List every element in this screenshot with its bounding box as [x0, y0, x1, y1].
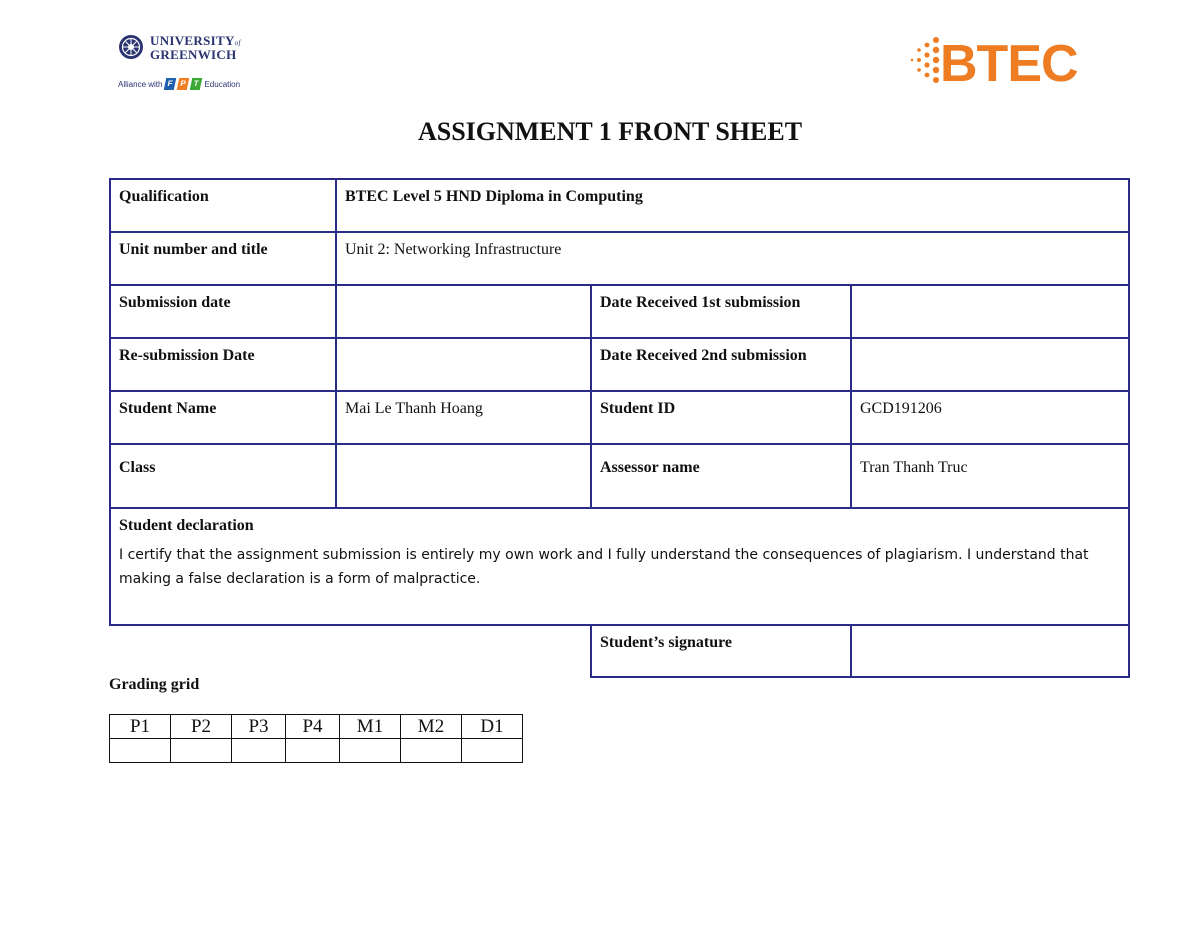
class-label: Class: [110, 444, 336, 508]
student-row: [110, 391, 1129, 444]
declaration-row: [110, 508, 1129, 625]
grade-header-m1: M1: [340, 715, 401, 739]
page-title: ASSIGNMENT 1 FRONT SHEET: [417, 117, 803, 146]
student-id-field[interactable]: GCD191206: [851, 391, 1129, 444]
grade-cell-m2[interactable]: [401, 739, 462, 763]
unit-value: Unit 2: Networking Infrastructure: [336, 232, 1129, 285]
fpt-letter-f: F: [164, 78, 177, 90]
date-received-1-field[interactable]: [851, 285, 1129, 338]
qualification-label: Qualification: [110, 179, 336, 232]
submission-row: [110, 285, 1129, 338]
fpt-letter-p: P: [177, 78, 190, 90]
grade-cell-p3[interactable]: [232, 739, 286, 763]
assessor-name-label: Assessor name: [591, 444, 851, 508]
declaration-title: Student declaration: [119, 517, 254, 534]
grade-cell-p2[interactable]: [171, 739, 232, 763]
submission-date-field[interactable]: [336, 285, 591, 338]
alliance-line: [118, 78, 240, 90]
btec-wordmark: BTEC: [940, 35, 1078, 93]
grade-header-d1: D1: [462, 715, 523, 739]
submission-date-label: Submission date: [110, 285, 336, 338]
btec-dots-icon: [908, 32, 942, 96]
grade-cell-m1[interactable]: [340, 739, 401, 763]
unit-label: Unit number and title: [110, 232, 336, 285]
university-name: UNIVERSITYof GREENWICH: [150, 33, 241, 62]
grade-cell-p1[interactable]: [110, 739, 171, 763]
grade-header-m2: M2: [401, 715, 462, 739]
grading-header-row: [110, 715, 523, 739]
grading-grid-title: Grading grid: [109, 676, 200, 693]
student-id-label: Student ID: [591, 391, 851, 444]
signature-spacer: [110, 625, 591, 677]
date-received-1-label: Date Received 1st submission: [591, 285, 851, 338]
grade-cell-p4[interactable]: [286, 739, 340, 763]
resubmission-date-field[interactable]: [336, 338, 591, 391]
university-of-greenwich-logo: [118, 34, 248, 96]
alliance-text: Alliance with: [118, 79, 163, 89]
date-received-2-field[interactable]: [851, 338, 1129, 391]
student-name-field[interactable]: Mai Le Thanh Hoang: [336, 391, 591, 444]
date-received-2-label: Date Received 2nd submission: [591, 338, 851, 391]
grading-value-row: [110, 739, 523, 763]
btec-logo: [908, 32, 1098, 96]
declaration-text: I certify that the assignment submission is entirely my own work and I fully understand the consequences of plagiarism. I understand that making a false declaration is a form of malpractice.: [119, 547, 1089, 587]
class-field[interactable]: [336, 444, 591, 508]
signature-row: [110, 625, 1129, 677]
grading-grid-table: [109, 714, 523, 763]
qualification-value: BTEC Level 5 HND Diploma in Computing: [336, 179, 1129, 232]
fpt-letter-t: T: [190, 78, 203, 90]
grade-header-p1: P1: [110, 715, 171, 739]
qualification-row: [110, 179, 1129, 232]
resubmission-date-label: Re-submission Date: [110, 338, 336, 391]
unit-row: [110, 232, 1129, 285]
signature-label: Student’s signature: [591, 625, 851, 677]
signature-field[interactable]: [851, 625, 1129, 677]
education-text: Education: [204, 79, 241, 89]
class-row: [110, 444, 1129, 508]
university-crest-icon: [118, 34, 144, 60]
assessor-name-field[interactable]: Tran Thanh Truc: [851, 444, 1129, 508]
grade-cell-d1[interactable]: [462, 739, 523, 763]
grade-header-p3: P3: [232, 715, 286, 739]
grade-header-p4: P4: [286, 715, 340, 739]
grade-header-p2: P2: [171, 715, 232, 739]
resubmission-row: [110, 338, 1129, 391]
declaration-cell: [110, 508, 1129, 625]
front-sheet-table: [109, 178, 1130, 678]
student-name-label: Student Name: [110, 391, 336, 444]
